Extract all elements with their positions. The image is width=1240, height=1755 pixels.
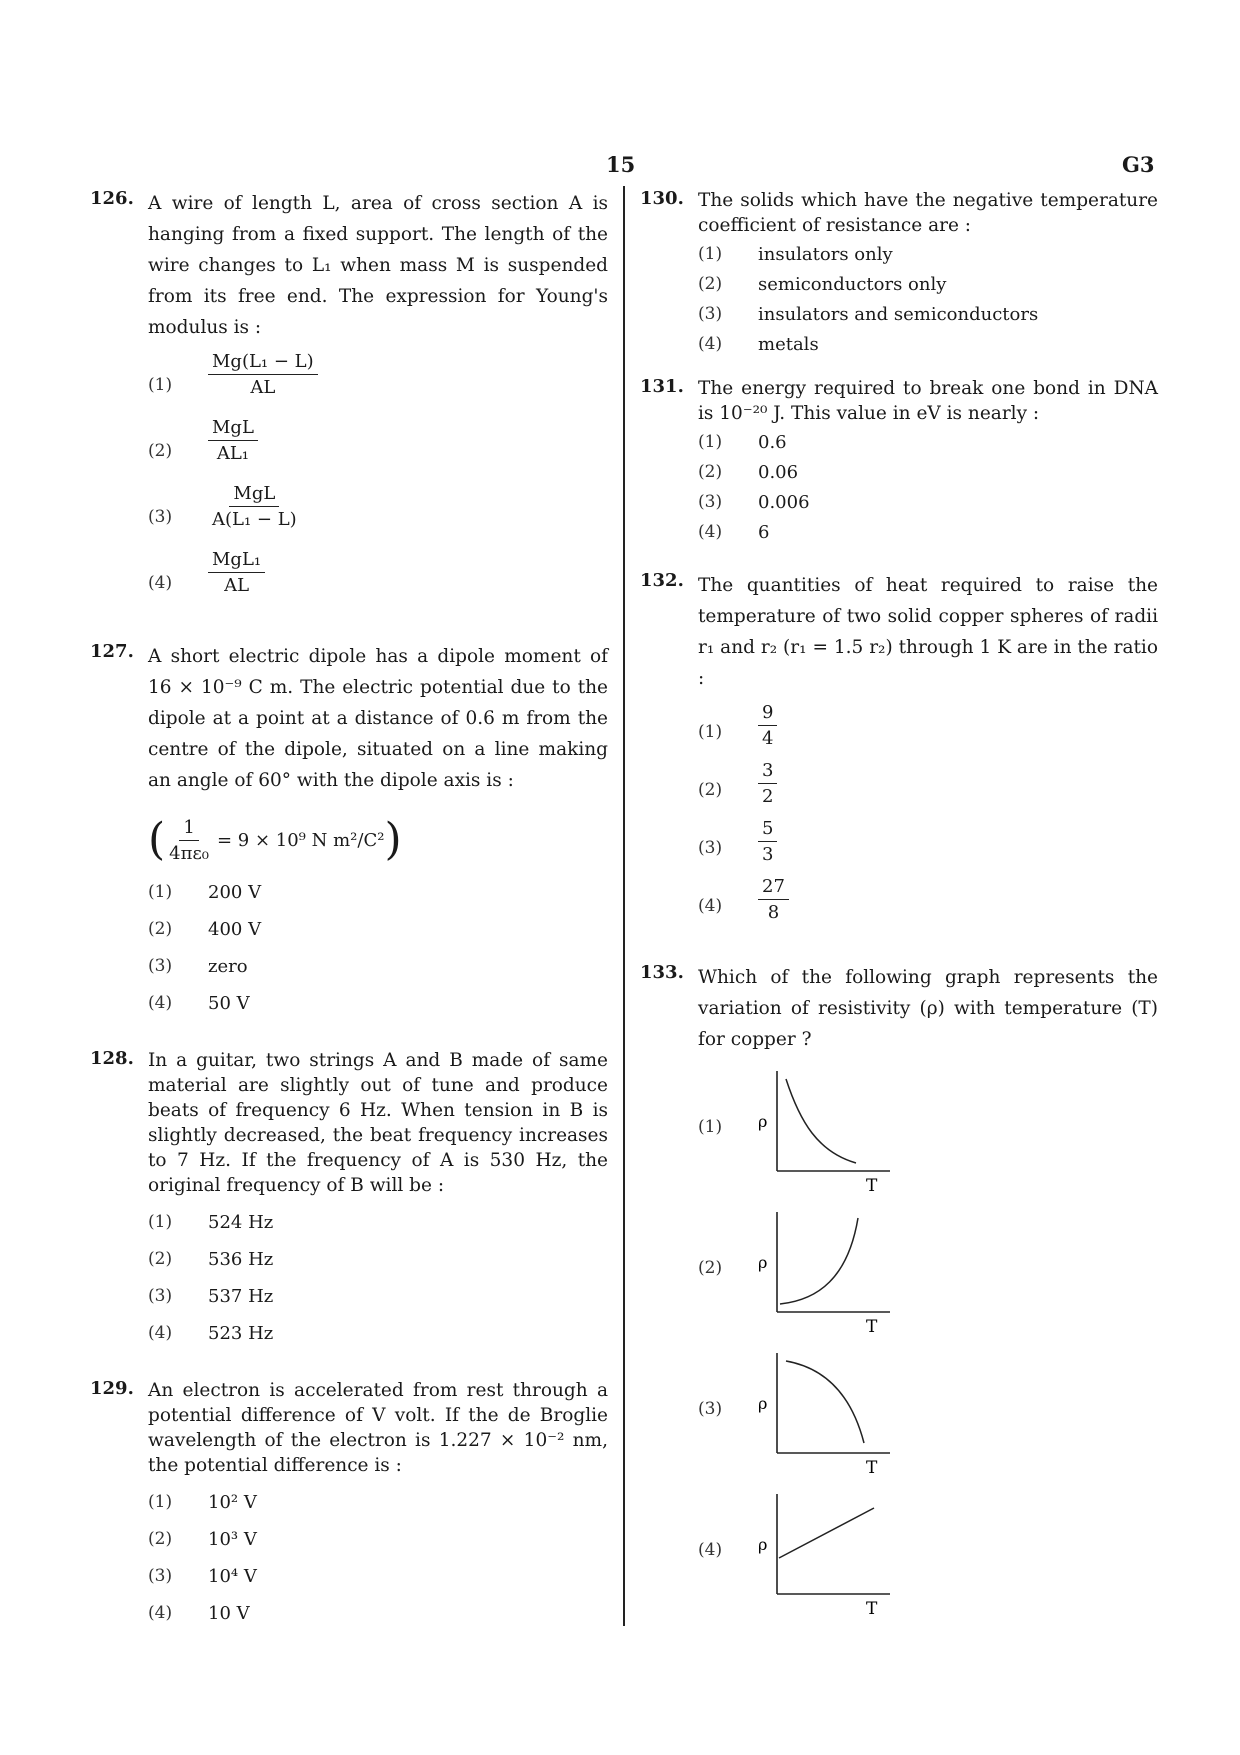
option[interactable] [148, 417, 608, 483]
option-number: (4) [698, 1540, 723, 1560]
option[interactable] [148, 1488, 608, 1525]
question-number: 127. [90, 641, 134, 662]
option-value: 0.6 [758, 432, 787, 453]
denominator: 8 [767, 902, 780, 923]
option-number: (2) [698, 1258, 723, 1278]
option[interactable] [148, 878, 608, 915]
option[interactable] [698, 1067, 1158, 1208]
question-text: A short electric dipole has a dipole moment of 16 × 10⁻⁹ C m. The electric potential due to the dipole at a point at a distance of 0.6 m from the centre of the dipole, situated on a line making an angle of 60° with the dipole axis is : [148, 646, 608, 791]
option-number: (4) [148, 1603, 173, 1623]
option[interactable] [148, 952, 608, 989]
option-number: (3) [698, 838, 723, 858]
question-126 [90, 188, 608, 615]
question-number: 126. [90, 188, 134, 209]
option[interactable] [148, 1245, 608, 1282]
option[interactable] [698, 240, 1158, 270]
option-number: (2) [698, 462, 723, 482]
axis-x-label: T [866, 1317, 878, 1336]
option-value: 536 Hz [208, 1249, 274, 1270]
option-number: (2) [148, 1529, 173, 1549]
option-number: (3) [148, 1286, 173, 1306]
graph-4 [758, 1490, 908, 1618]
option-value: insulators and semiconductors [758, 304, 1039, 325]
option-value: 0.006 [758, 492, 810, 513]
option-value: metals [758, 334, 819, 355]
axis-x-label: T [866, 1599, 878, 1618]
option[interactable] [148, 989, 608, 1026]
axis-y-label: ρ [758, 1112, 768, 1131]
option-number: (4) [148, 993, 173, 1013]
option-number: (3) [698, 492, 723, 512]
option-fraction [758, 876, 789, 923]
given-value: = 9 × 10⁹ N m²/C² [217, 829, 385, 851]
option-number: (1) [698, 432, 723, 452]
denominator: AL₁ [216, 443, 250, 464]
option-fraction [208, 417, 258, 464]
option-fraction [208, 483, 301, 530]
option-number: (1) [148, 1492, 173, 1512]
option-fraction [758, 818, 777, 865]
option[interactable] [148, 1525, 608, 1562]
option-number: (1) [698, 244, 723, 264]
axis-y-label: ρ [758, 1253, 768, 1272]
question-127 [90, 641, 608, 1026]
question-128 [90, 1048, 608, 1356]
option-fraction [758, 760, 777, 807]
left-column [90, 188, 608, 1636]
question-number: 128. [90, 1048, 134, 1069]
numerator: 9 [758, 702, 777, 726]
option-value: 0.06 [758, 462, 799, 483]
option[interactable] [698, 1349, 1158, 1490]
denominator: A(L₁ − L) [212, 509, 297, 530]
option-value: 524 Hz [208, 1212, 274, 1233]
question-number: 132. [640, 570, 684, 591]
question-text: A wire of length L, area of cross section A is hanging from a fixed support. The length of the wire changes to L₁ when mass M is suspended from its free end. The expression for Young's modulus is : [148, 193, 608, 338]
question-133 [640, 962, 1158, 1631]
question-number: 129. [90, 1378, 134, 1399]
option[interactable] [698, 702, 1158, 760]
option-value: zero [208, 956, 248, 977]
curve [786, 1079, 856, 1163]
option-value: 10³ V [208, 1529, 257, 1550]
option[interactable] [698, 270, 1158, 300]
option-number: (3) [698, 1399, 723, 1419]
option-value: 50 V [208, 993, 250, 1014]
option[interactable] [148, 351, 608, 417]
numerator: MgL₁ [208, 549, 265, 573]
numerator: 1 [179, 817, 198, 841]
column-divider [623, 186, 625, 1626]
option-number: (1) [148, 882, 173, 902]
option[interactable] [148, 1282, 608, 1319]
question-text: The quantities of heat required to raise the temperature of two solid copper spheres of radii r₁ and r₂ (r₁ = 1.5 r₂) through 1 K are in the ratio : [698, 575, 1158, 689]
curve [780, 1218, 858, 1304]
numerator: MgL [229, 483, 279, 507]
option[interactable] [698, 1490, 1158, 1631]
right-column [640, 188, 1158, 1631]
option-number: (1) [698, 722, 723, 742]
option-number: (3) [698, 304, 723, 324]
option-value: 537 Hz [208, 1286, 274, 1307]
question-number: 130. [640, 188, 684, 209]
page-number: 15 [606, 152, 636, 177]
question-129 [90, 1378, 608, 1636]
paren-close: ) [384, 814, 402, 865]
denominator: 3 [762, 844, 774, 865]
option[interactable] [698, 488, 1158, 518]
option[interactable] [698, 518, 1158, 548]
curve [779, 1508, 874, 1558]
option[interactable] [698, 300, 1158, 330]
option-value: 400 V [208, 919, 262, 940]
option-number: (4) [698, 522, 723, 542]
denominator: 4 [762, 728, 774, 749]
option-number: (2) [698, 274, 723, 294]
question-text: Which of the following graph represents the variation of resistivity (ρ) with temperature (T) for copper ? [698, 967, 1158, 1050]
numerator: Mg(L₁ − L) [208, 351, 318, 375]
question-132 [640, 570, 1158, 934]
option[interactable] [148, 1208, 608, 1245]
question-131 [640, 376, 1158, 548]
denominator: 4πε₀ [169, 842, 209, 864]
question-text: An electron is accelerated from rest through a potential difference of V volt. If the de Broglie wavelength of the electron is 1.227 × 10⁻² nm, the potential difference is : [148, 1380, 608, 1476]
option-fraction [208, 351, 318, 398]
option[interactable] [698, 876, 1158, 934]
axis-x-label: T [866, 1458, 878, 1477]
option-number: (3) [148, 507, 173, 527]
question-text: In a guitar, two strings A and B made of same material are slightly out of tune and produce beats of frequency 6 Hz. When tension in B is slightly decreased, the beat frequency increases to 7 Hz. If the frequency of A is 530 Hz, the original frequency of B will be : [148, 1050, 608, 1196]
paren-open: ( [148, 814, 166, 865]
numerator: 27 [758, 876, 789, 900]
option-number: (4) [148, 1323, 173, 1343]
axis-y-label: ρ [758, 1535, 768, 1554]
option[interactable] [148, 1319, 608, 1356]
option[interactable] [698, 458, 1158, 488]
option-value: 200 V [208, 882, 262, 903]
option[interactable] [698, 428, 1158, 458]
option[interactable] [698, 330, 1158, 360]
option-number: (2) [148, 441, 173, 461]
option-value: 10² V [208, 1492, 257, 1513]
option-value: 523 Hz [208, 1323, 274, 1344]
option-number: (4) [148, 573, 173, 593]
question-number: 133. [640, 962, 684, 983]
axis-x-label: T [866, 1176, 878, 1195]
question-130 [640, 188, 1158, 360]
booklet-code: G3 [1122, 152, 1155, 177]
question-text: The energy required to break one bond in DNA is 10⁻²⁰ J. This value in eV is nearly : [698, 378, 1158, 424]
option-number: (2) [148, 1249, 173, 1269]
option[interactable] [698, 760, 1158, 818]
option[interactable] [148, 1599, 608, 1636]
option[interactable] [148, 1562, 608, 1599]
question-text: The solids which have the negative temperature coefficient of resistance are : [698, 190, 1158, 236]
option-value: 10 V [208, 1603, 250, 1624]
graph-1 [758, 1067, 908, 1195]
curve [786, 1361, 864, 1443]
given-constant [148, 810, 608, 870]
option-value: semiconductors only [758, 274, 947, 295]
option-number: (1) [148, 375, 173, 395]
denominator: AL [250, 377, 276, 398]
option-value: insulators only [758, 244, 893, 265]
axis-y-label: ρ [758, 1394, 768, 1413]
given-fraction [165, 817, 213, 864]
numerator: 3 [758, 760, 777, 784]
option-number: (1) [148, 1212, 173, 1232]
option-number: (2) [698, 780, 723, 800]
option[interactable] [148, 915, 608, 952]
option-number: (4) [698, 896, 723, 916]
option-fraction [758, 702, 777, 749]
numerator: 5 [758, 818, 777, 842]
option-value: 10⁴ V [208, 1566, 257, 1587]
option[interactable] [148, 483, 608, 549]
question-number: 131. [640, 376, 684, 397]
graph-2 [758, 1208, 908, 1336]
option-number: (1) [698, 1117, 723, 1137]
denominator: 2 [762, 786, 774, 807]
numerator: MgL [208, 417, 258, 441]
option[interactable] [698, 1208, 1158, 1349]
option[interactable] [148, 549, 608, 615]
option-number: (3) [148, 956, 173, 976]
option-value: 6 [758, 522, 770, 543]
denominator: AL [224, 575, 250, 596]
option-number: (2) [148, 919, 173, 939]
option-number: (3) [148, 1566, 173, 1586]
option-number: (4) [698, 334, 723, 354]
option-fraction [208, 549, 265, 596]
option[interactable] [698, 818, 1158, 876]
graph-3 [758, 1349, 908, 1477]
